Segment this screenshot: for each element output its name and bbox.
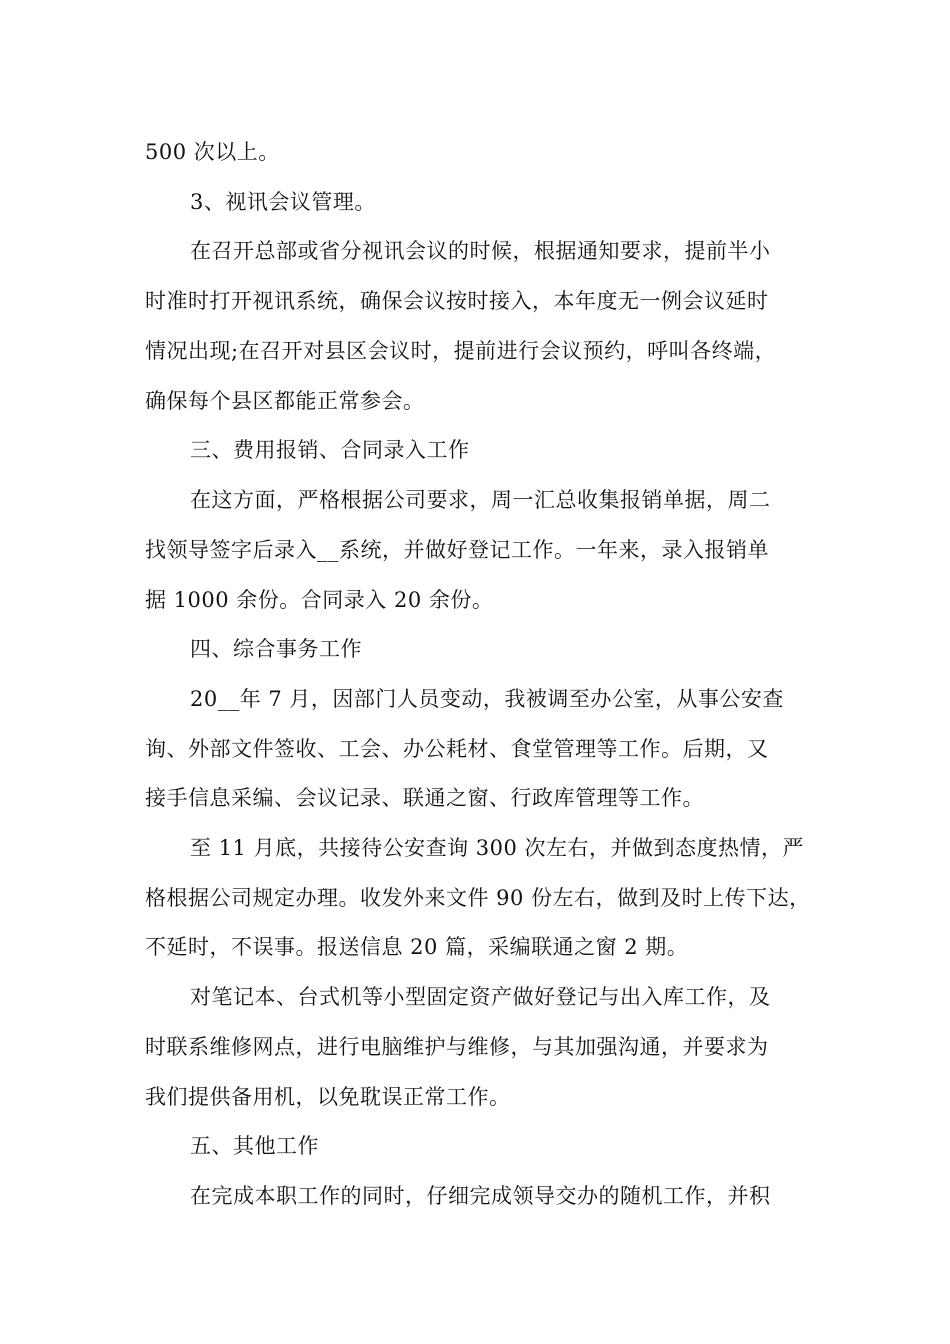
paragraph-line: 接手信息采编、会议记录、联通之窗、行政库管理等工作。 (145, 786, 704, 810)
paragraph-line: 我们提供备用机，以免耽误正常工作。 (145, 1085, 511, 1109)
paragraph-line: 据 1000 余份。合同录入 20 余份。 (145, 588, 494, 612)
paragraph-line: 至 11 月底，共接待公安查询 300 次左右，并做到态度热情，严 (190, 836, 805, 860)
paragraph-line: 找领导签字后录入__系统，并做好登记工作。一年来，录入报销单 (145, 538, 769, 562)
paragraph-line: 询、外部文件签收、工会、办公耗材、食堂管理等工作。后期，又 (145, 737, 769, 761)
paragraph-line: 时联系维修网点，进行电脑维护与维修，与其加强沟通，并要求为 (145, 1035, 769, 1059)
paragraph-line: 在完成本职工作的同时，仔细完成领导交办的随机工作，并积 (190, 1184, 771, 1208)
section-heading: 3、视讯会议管理。 (190, 190, 376, 214)
paragraph-line: 格根据公司规定办理。收发外来文件 90 份左右，做到及时上传下达， (145, 886, 811, 910)
paragraph-line: 时准时打开视讯系统，确保会议按时接入，本年度无一例会议延时 (145, 289, 769, 313)
paragraph-line: 对笔记本、台式机等小型固定资产做好登记与出入库工作，及 (190, 985, 771, 1009)
paragraph-line: 在召开总部或省分视讯会议的时候，根据通知要求，提前半小 (190, 239, 771, 263)
section-heading: 三、费用报销、合同录入工作 (190, 438, 470, 462)
paragraph-line: 不延时，不误事。报送信息 20 篇，采编联通之窗 2 期。 (145, 935, 689, 959)
paragraph-line: 情况出现;在召开对县区会议时，提前进行会议预约，呼叫各终端， (145, 339, 777, 363)
paragraph-line: 20__年 7 月，因部门人员变动，我被调至办公室，从事公安查 (190, 687, 784, 711)
text-line: 500 次以上。 (145, 140, 280, 164)
section-heading: 五、其他工作 (190, 1134, 319, 1158)
paragraph-line: 在这方面，严格根据公司要求，周一汇总收集报销单据，周二 (190, 488, 771, 512)
section-heading: 四、综合事务工作 (190, 637, 362, 661)
paragraph-line: 确保每个县区都能正常参会。 (145, 389, 425, 413)
